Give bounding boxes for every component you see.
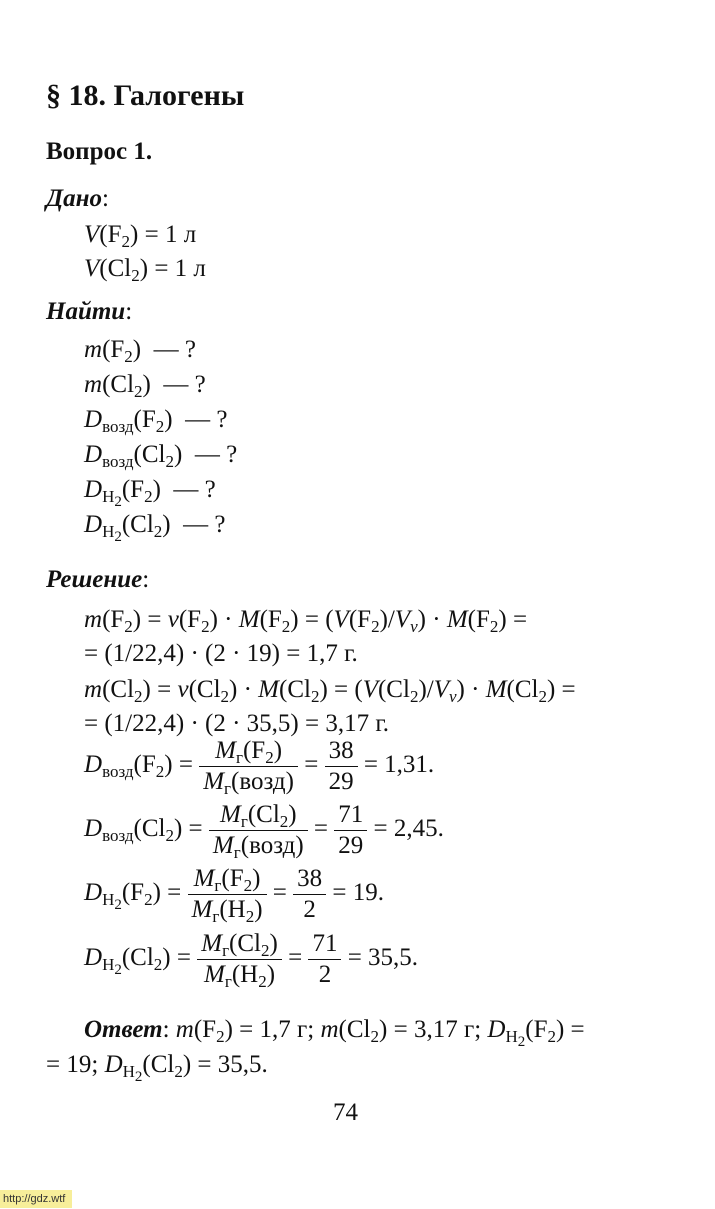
solution-line: = (1/22,4) · (2 · 35,5) = 3,17 г. xyxy=(84,710,390,737)
solution-line: $m(F_2) = \nu(F_2) \cdot M(F_2) = (V(F_2)/V_v) \cdot M(F_2)$ = xyxy=(84,606,528,636)
find-item: $D_{H2}(Cl_2)$ — ? xyxy=(84,511,226,545)
question-heading: Вопрос 1. xyxy=(46,138,153,165)
answer-line: Ответ: $m(F_2) = 1,7$ г; $m(Cl_2) = 3,17$ г; $D_{H2}(F_2)$ = xyxy=(84,1016,585,1050)
solution-line: $m(Cl_2) = \nu(Cl_2) \cdot M(Cl_2) = (V(Cl_2)/V_v) \cdot M(Cl_2)$ = xyxy=(84,676,576,706)
given-item: $V(Cl_2) = 1$ л xyxy=(84,255,206,285)
answer-line: = 19; $D_{H2}(Cl_2) = 35,5$. xyxy=(46,1051,268,1085)
solution-fraction-line: $D_{H2}(F_2)$ = $\frac{M_г(F_2)}{M_г(H_2)}$ = $\frac{38}{2}$ = 19. xyxy=(84,865,385,926)
solution-label: Решение: xyxy=(46,566,150,593)
page-number: 74 xyxy=(333,1099,358,1126)
page-title: § 18. Галогены xyxy=(46,79,245,112)
find-label: Найти: xyxy=(46,298,133,325)
solution-fraction-line: $D_{возд}(F_2)$ = $\frac{M_г(F_2)}{M_г(возд)}$ = $\frac{38}{29}$ = 1,31. xyxy=(84,737,435,798)
solution-fraction-line: $D_{возд}(Cl_2)$ = $\frac{M_г(Cl_2)}{M_г(возд)}$ = $\frac{71}{29}$ = 2,45. xyxy=(84,801,444,862)
solution-line: = (1/22,4) · (2 · 19) = 1,7 г. xyxy=(84,640,358,667)
given-item: $V(F_2) = 1$ л xyxy=(84,221,197,251)
watermark-link[interactable]: http://gdz.wtf xyxy=(0,1190,72,1208)
find-item: $D_{возд}(F_2)$ — ? xyxy=(84,406,228,436)
find-item: $D_{возд}(Cl_2)$ — ? xyxy=(84,441,238,471)
find-item: $m(F_2)$ — ? xyxy=(84,336,196,366)
find-item: $m(Cl_2)$ — ? xyxy=(84,371,206,401)
solution-fraction-line: $D_{H2}(Cl_2)$ = $\frac{M_г(Cl_2)}{M_г(H_2)}$ = $\frac{71}{2}$ = 35,5. xyxy=(84,930,419,991)
find-item: $D_{H2}(F_2)$ — ? xyxy=(84,476,216,510)
given-label: Дано: xyxy=(46,185,109,212)
